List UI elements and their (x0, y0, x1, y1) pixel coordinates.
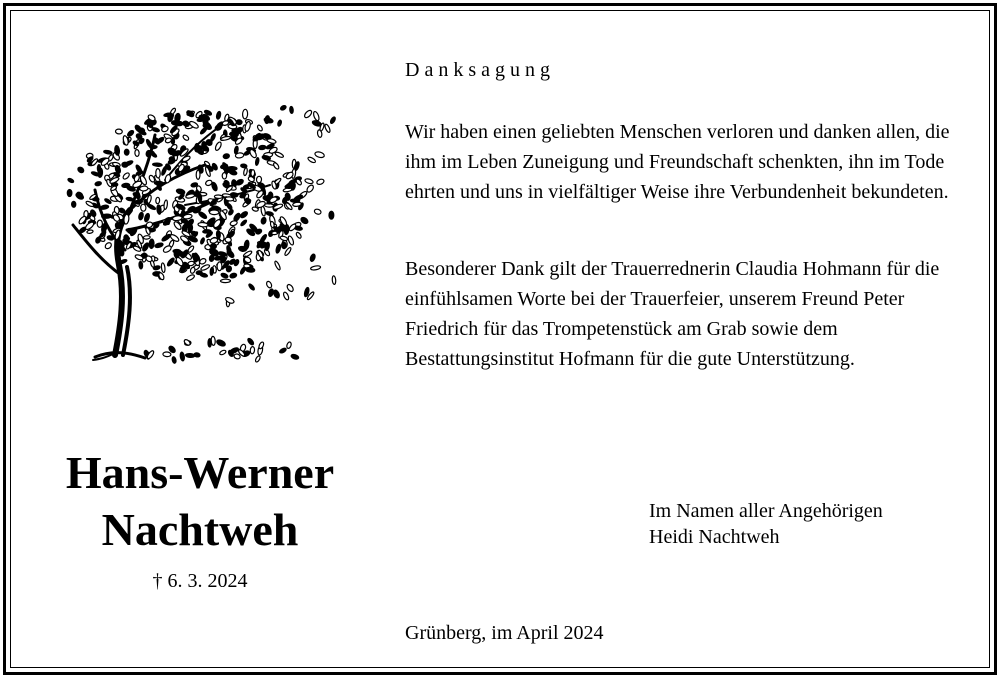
leaf (164, 200, 168, 210)
leaf (286, 341, 292, 349)
leaf (114, 145, 120, 155)
leaf (225, 197, 234, 202)
leaf (290, 353, 299, 360)
leaf (190, 267, 196, 274)
leaf (206, 140, 213, 146)
leaf (255, 157, 260, 165)
leaf (210, 244, 216, 249)
leaf (288, 223, 297, 232)
windblown-tree-icon (55, 75, 355, 375)
leaf (67, 189, 72, 196)
leaf (220, 279, 230, 283)
leaf (279, 347, 287, 354)
heading-danksagung: Danksagung (405, 59, 555, 81)
leaf (255, 355, 261, 363)
leaf (226, 203, 233, 211)
leaf (214, 141, 222, 151)
leaf (314, 151, 325, 159)
place-date: Grünberg, im April 2024 (405, 622, 604, 644)
leaf (126, 197, 134, 202)
leaf (173, 249, 181, 253)
leaf (274, 151, 284, 158)
leaf (275, 244, 281, 254)
paragraph-thanks: Wir haben einen geliebten Menschen verloren und danken allen, die ihm im Leben Zuneigung und Freundschaft schenkten, ihn im Tode ehrten und uns in vielfältiger Weise ihre Verbundenheit bekundeten. (405, 121, 950, 203)
leaf (233, 212, 242, 222)
leaf (101, 214, 111, 219)
leaf (186, 274, 195, 282)
leaf (182, 134, 189, 141)
leaf (293, 194, 303, 202)
leaf (307, 156, 316, 163)
leaf (277, 120, 282, 127)
leaf (161, 166, 168, 176)
leaf (134, 124, 142, 133)
leaf (316, 178, 325, 185)
leaf (122, 162, 128, 167)
leaf (242, 109, 247, 119)
leaf (210, 267, 214, 276)
leaf (118, 207, 126, 214)
leaf (187, 245, 195, 253)
leaf (200, 237, 205, 244)
leaf (258, 145, 266, 150)
leaf (223, 153, 230, 159)
tree-leaves (67, 104, 336, 363)
leaf (314, 208, 322, 215)
leaf (97, 220, 103, 227)
leaf (194, 352, 201, 357)
leaf (138, 212, 144, 221)
leaf (139, 261, 143, 269)
deceased-last-name: Nachtweh (101, 504, 299, 555)
leaf (150, 152, 157, 159)
leaf (143, 235, 150, 239)
leaf (240, 219, 248, 227)
leaf (71, 201, 76, 207)
leaf (164, 174, 171, 183)
leaf (78, 215, 87, 225)
leaf (280, 104, 287, 111)
leaf (95, 181, 102, 186)
leaf (324, 124, 331, 133)
leaf (245, 267, 255, 273)
leaf (283, 291, 290, 300)
leaf (295, 232, 302, 239)
leaf (250, 346, 255, 354)
leaf (193, 253, 198, 262)
leaf (258, 341, 265, 349)
leaf (286, 283, 294, 292)
leaf (166, 257, 175, 267)
signature-line-1: Im Namen aller Angehörigen (649, 500, 883, 522)
leaf (198, 193, 202, 202)
leaf (287, 235, 294, 245)
leaf (247, 337, 255, 346)
leaf (198, 222, 208, 227)
leaf (122, 183, 131, 188)
leaf (329, 116, 336, 124)
leaf (266, 281, 273, 289)
leaf (248, 283, 256, 291)
leaf (77, 166, 85, 174)
leaf (208, 338, 212, 347)
paragraph-special-thanks: Besonderer Dank gilt der Trauerrednerin Claudia Hohmann für die einfühlsamen Worte bei der Trauerfeier, unserem Freund Peter Friedrich für das Trompetenstück am Grab sowie dem Bestattungsinstitut Hofmann für die gute Unterstützung. (405, 258, 940, 370)
leaf (332, 276, 336, 285)
leaf (163, 352, 171, 357)
leaf (281, 242, 286, 249)
leaf (100, 204, 109, 210)
death-date: † 6. 3. 2024 (152, 570, 248, 592)
leaf (156, 169, 161, 179)
leaf (103, 150, 112, 155)
leaf (227, 166, 237, 170)
leaf (200, 264, 210, 272)
leaf (152, 163, 162, 167)
leaf (274, 260, 281, 270)
leaf (75, 192, 85, 201)
leaf (280, 235, 288, 241)
leaf (104, 242, 112, 250)
leaf (249, 148, 258, 158)
signature-line-2: Heidi Nachtweh (649, 526, 780, 548)
leaf (196, 271, 203, 275)
leaf (329, 211, 334, 219)
leaf (216, 230, 221, 238)
leaf (135, 149, 140, 156)
leaf (85, 200, 94, 207)
leaf (115, 129, 122, 134)
leaf (313, 111, 321, 122)
leaf (196, 170, 200, 179)
leaf (244, 240, 250, 250)
leaf (122, 172, 130, 180)
leaf (304, 178, 313, 184)
leaf (150, 145, 158, 149)
leaf (229, 272, 237, 278)
leaf (219, 349, 227, 355)
leaf (67, 178, 74, 184)
leaf (185, 353, 195, 358)
leaf (225, 237, 232, 243)
leaf (272, 289, 280, 299)
leaf (180, 352, 186, 362)
leaf (154, 242, 163, 248)
leaf (217, 262, 222, 271)
leaf (216, 111, 222, 120)
leaf (209, 255, 215, 262)
leaf (123, 214, 129, 224)
leaf (284, 224, 289, 234)
leaf (306, 184, 315, 193)
leaf (149, 239, 154, 249)
leaf (260, 217, 266, 225)
leaf (214, 195, 222, 199)
leaf (140, 204, 146, 211)
leaf (136, 192, 141, 200)
leaf (171, 356, 176, 364)
leaf (135, 199, 143, 204)
leaf (216, 339, 227, 348)
leaf (144, 213, 151, 223)
deceased-first-name: Hans-Werner (65, 447, 335, 498)
leaf (162, 245, 172, 254)
leaf (310, 265, 321, 270)
leaf (161, 263, 166, 273)
leaf (222, 173, 226, 179)
leaf (146, 203, 156, 211)
leaf (243, 168, 248, 176)
leaf (194, 143, 199, 152)
leaf (200, 201, 208, 205)
leaf (256, 176, 262, 183)
leaf (273, 162, 280, 170)
leaf (309, 253, 316, 262)
leaf (95, 236, 102, 244)
leaf (183, 339, 191, 347)
leaf (303, 109, 313, 119)
leaf (140, 186, 149, 191)
leaf (124, 149, 129, 155)
leaf (126, 129, 134, 137)
leaf (251, 170, 255, 177)
leaf (220, 272, 228, 278)
leaf (156, 197, 160, 204)
leaf (257, 124, 264, 131)
leaf (235, 178, 244, 186)
leaf (289, 106, 293, 114)
deceased-name (30, 444, 370, 558)
signature (649, 498, 883, 550)
leaf (97, 164, 101, 172)
